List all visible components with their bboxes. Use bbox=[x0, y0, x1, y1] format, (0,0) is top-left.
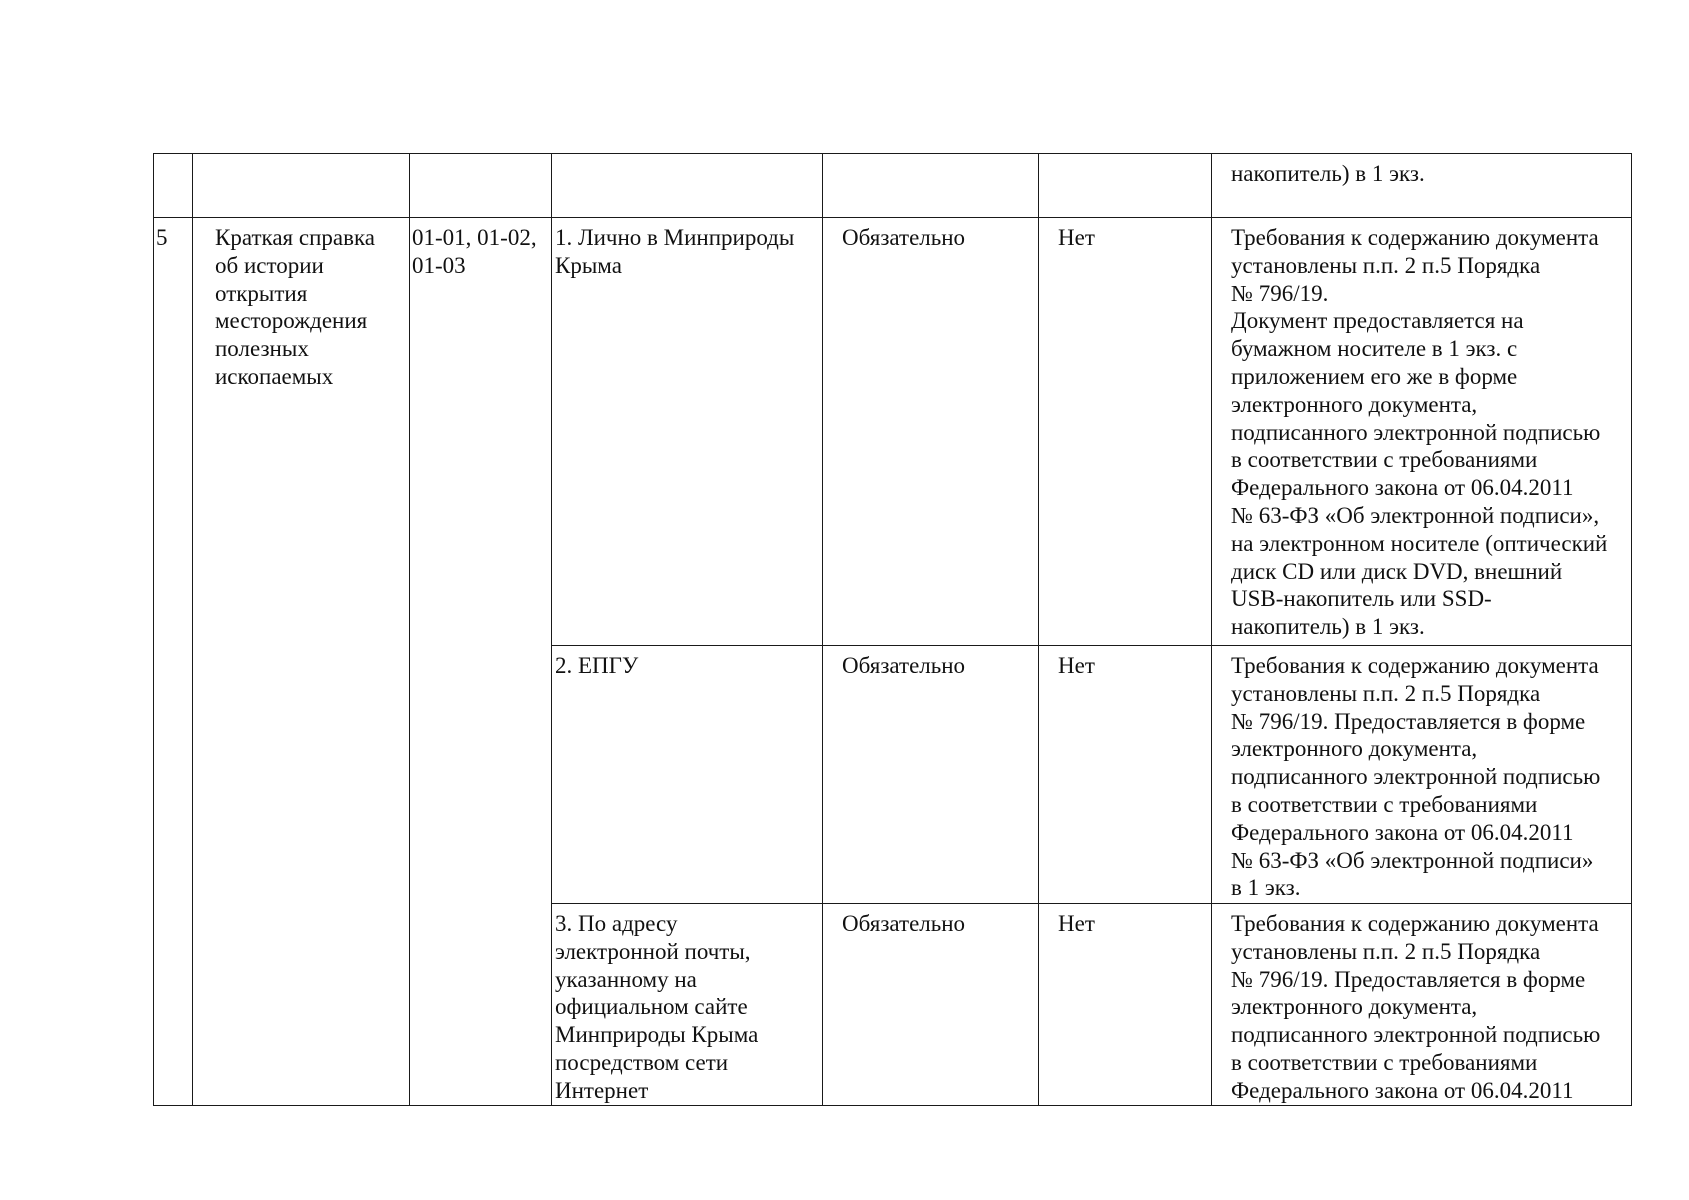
document-codes-cell bbox=[410, 218, 552, 1106]
submission-method-cell bbox=[552, 904, 823, 1106]
submission-method-cell bbox=[552, 218, 823, 646]
optional-value: Нет bbox=[1058, 911, 1095, 936]
submission-method-cell bbox=[552, 646, 823, 904]
continuation-optional-cell bbox=[1039, 154, 1212, 218]
continuation-name-cell bbox=[193, 154, 410, 218]
document-codes: 01-01, 01-02, 01-03 bbox=[412, 225, 537, 278]
required-value: Обязательно bbox=[842, 911, 966, 936]
optional-cell bbox=[1039, 218, 1212, 646]
document-name-cell bbox=[193, 218, 410, 1106]
continuation-required-cell bbox=[823, 154, 1039, 218]
row-number-cell bbox=[154, 218, 193, 1106]
optional-cell bbox=[1039, 904, 1212, 1106]
continuation-code-cell bbox=[410, 154, 552, 218]
requirements-cell bbox=[1212, 646, 1632, 904]
requirements-text: Требования к содержанию документа установлены п.п. 2 п.5 Порядка № 796/19. Предоставляется в форме электронного документа, подписанного электронной подписью в соответствии с требованиями Федерального закона от 06.04.2011 № 63-ФЗ «Об электронной подписи» в 1 экз. bbox=[1231, 653, 1601, 901]
required-value: Обязательно bbox=[842, 225, 966, 250]
continuation-note-text: накопитель) в 1 экз. bbox=[1231, 161, 1425, 186]
document-name: Краткая справка об истории открытия месторождения полезных ископаемых bbox=[215, 225, 375, 389]
requirements-cell bbox=[1212, 904, 1632, 1106]
continuation-method-cell bbox=[552, 154, 823, 218]
submission-method: 1. Лично в Минприроды Крыма bbox=[555, 225, 795, 278]
required-cell bbox=[823, 218, 1039, 646]
continuation-number-cell bbox=[154, 154, 193, 218]
required-value: Обязательно bbox=[842, 653, 966, 678]
required-cell bbox=[823, 904, 1039, 1106]
table-row-5-method-1 bbox=[154, 218, 1632, 646]
optional-cell bbox=[1039, 646, 1212, 904]
requirements-text: Требования к содержанию документа установлены п.п. 2 п.5 Порядка № 796/19. Предоставляется в форме электронного документа, подписанного электронной подписью в соответствии с требованиями Федерального закона от 06.04.2011 bbox=[1231, 911, 1601, 1103]
continuation-note-cell bbox=[1212, 154, 1632, 218]
document-table bbox=[153, 153, 1632, 1106]
continuation-row bbox=[154, 154, 1632, 218]
requirements-text: Требования к содержанию документа установлены п.п. 2 п.5 Порядка № 796/19. Документ предоставляется на бумажном носителе в 1 экз. с приложением его же в форме электронного документа, подписанного электронной подписью в соответствии с требованиями Федерального закона от 06.04.2011 № 63-ФЗ «Об электронной подписи», на электронном носителе (оптический диск CD или диск DVD, внешний USB-накопитель или SSD- накопитель) в 1 экз. bbox=[1231, 225, 1608, 640]
optional-value: Нет bbox=[1058, 653, 1095, 678]
submission-method: 3. По адресу электронной почты, указанному на официальном сайте Минприроды Крыма посредством сети Интернет bbox=[555, 911, 759, 1103]
row-number: 5 bbox=[156, 225, 168, 250]
optional-value: Нет bbox=[1058, 225, 1095, 250]
required-cell bbox=[823, 646, 1039, 904]
submission-method: 2. ЕПГУ bbox=[555, 653, 639, 678]
requirements-cell bbox=[1212, 218, 1632, 646]
